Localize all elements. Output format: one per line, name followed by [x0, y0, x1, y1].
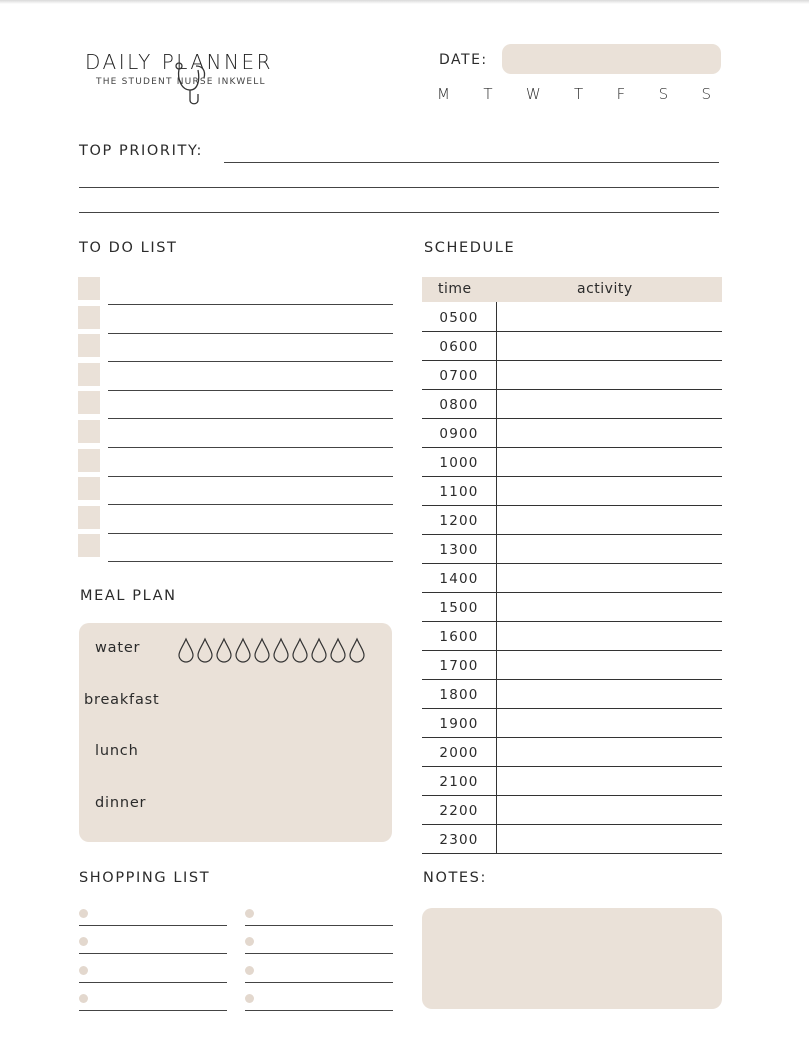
schedule-time: 0500 [439, 310, 479, 326]
stethoscope-icon [168, 60, 216, 108]
schedule-time: 0700 [439, 368, 479, 384]
schedule-row[interactable] [422, 303, 722, 332]
schedule-row[interactable] [422, 651, 722, 680]
water-drop-icon[interactable] [274, 639, 288, 662]
schedule-time: 0900 [439, 426, 479, 442]
todo-line[interactable] [108, 333, 393, 334]
schedule-time: 1500 [439, 600, 479, 616]
day-thursday[interactable]: T [574, 85, 585, 103]
shopping-line[interactable] [245, 953, 393, 954]
date-field[interactable] [502, 44, 721, 74]
schedule-time: 1300 [439, 542, 479, 558]
shopping-line[interactable] [245, 1010, 393, 1011]
day-tuesday[interactable]: T [483, 85, 494, 103]
schedule-row[interactable] [422, 361, 722, 390]
schedule-header [422, 277, 722, 302]
page-title: DAILY PLANNER [85, 50, 273, 74]
schedule-row[interactable] [422, 796, 722, 825]
schedule-row[interactable] [422, 448, 722, 477]
notes-box[interactable] [422, 908, 722, 1009]
schedule-row[interactable] [422, 332, 722, 361]
schedule-time: 1000 [439, 455, 479, 471]
todo-title: TO DO LIST [79, 240, 178, 256]
schedule-row[interactable] [422, 419, 722, 448]
schedule-time: 1900 [439, 716, 479, 732]
todo-line[interactable] [108, 533, 393, 534]
weekday-selector [427, 85, 722, 105]
todo-line[interactable] [108, 561, 393, 562]
schedule-time: 1800 [439, 687, 479, 703]
shopping-line[interactable] [245, 925, 393, 926]
priority-line-2[interactable] [79, 187, 719, 188]
schedule-row[interactable] [422, 593, 722, 622]
shopping-line[interactable] [79, 1010, 227, 1011]
schedule-time: 2100 [439, 774, 479, 790]
schedule-time: 0800 [439, 397, 479, 413]
bullet-icon [245, 966, 254, 975]
todo-checkbox[interactable] [78, 534, 100, 557]
water-drop-icon[interactable] [312, 639, 326, 662]
schedule-row[interactable] [422, 564, 722, 593]
water-drops [178, 637, 368, 663]
schedule-title: SCHEDULE [424, 240, 516, 256]
schedule-time: 2300 [439, 832, 479, 848]
schedule-row[interactable] [422, 709, 722, 738]
todo-checkbox[interactable] [78, 420, 100, 443]
schedule-col-time: time [438, 281, 472, 297]
schedule-col-activity: activity [577, 281, 633, 297]
bullet-icon [79, 994, 88, 1003]
schedule-row[interactable] [422, 390, 722, 419]
schedule-row[interactable] [422, 738, 722, 767]
schedule-time: 1100 [439, 484, 479, 500]
schedule-time: 2000 [439, 745, 479, 761]
schedule-row[interactable] [422, 622, 722, 651]
todo-line[interactable] [108, 304, 393, 305]
meal-plan-title: MEAL PLAN [80, 588, 177, 604]
todo-line[interactable] [108, 476, 393, 477]
breakfast-label: breakfast [84, 692, 160, 708]
shopping-line[interactable] [79, 925, 227, 926]
date-label: DATE: [439, 52, 488, 68]
water-drop-icon[interactable] [217, 639, 231, 662]
schedule-row[interactable] [422, 535, 722, 564]
day-friday[interactable]: F [616, 85, 627, 103]
todo-line[interactable] [108, 504, 393, 505]
bullet-icon [245, 937, 254, 946]
todo-checkbox[interactable] [78, 506, 100, 529]
todo-checkbox[interactable] [78, 334, 100, 357]
shopping-list-title: SHOPPING LIST [79, 870, 211, 886]
dinner-label: dinner [95, 795, 147, 811]
day-sunday[interactable]: S [701, 85, 712, 103]
bullet-icon [79, 909, 88, 918]
schedule-row[interactable] [422, 825, 722, 854]
water-drop-icon[interactable] [331, 639, 345, 662]
bullet-icon [245, 909, 254, 918]
water-drop-icon[interactable] [350, 639, 364, 662]
todo-line[interactable] [108, 418, 393, 419]
bullet-icon [79, 937, 88, 946]
bullet-icon [79, 966, 88, 975]
water-label: water [95, 640, 141, 656]
water-drop-icon[interactable] [255, 639, 269, 662]
schedule-row[interactable] [422, 506, 722, 535]
bullet-icon [245, 994, 254, 1003]
water-drop-icon[interactable] [179, 639, 193, 662]
shopping-line[interactable] [245, 982, 393, 983]
shopping-line[interactable] [79, 953, 227, 954]
schedule-row-line [422, 853, 722, 854]
todo-checkbox[interactable] [78, 277, 100, 300]
water-drop-icon[interactable] [293, 639, 307, 662]
brand-subtitle: THE STUDENT NURSE INKWELL [96, 77, 266, 87]
day-monday[interactable]: M [437, 85, 451, 103]
schedule-time: 1600 [439, 629, 479, 645]
schedule-time: 1200 [439, 513, 479, 529]
schedule-row[interactable] [422, 767, 722, 796]
todo-line[interactable] [108, 447, 393, 448]
todo-checkbox[interactable] [78, 363, 100, 386]
priority-line-3[interactable] [79, 212, 719, 213]
water-drop-icon[interactable] [236, 639, 250, 662]
day-wednesday[interactable]: W [525, 85, 542, 103]
priority-line-1[interactable] [224, 162, 719, 163]
schedule-time: 2200 [439, 803, 479, 819]
schedule-time: 1400 [439, 571, 479, 587]
lunch-label: lunch [95, 743, 139, 759]
water-drop-icon[interactable] [198, 639, 212, 662]
day-saturday[interactable]: S [658, 85, 670, 103]
todo-checkbox[interactable] [78, 306, 100, 329]
schedule-time: 1700 [439, 658, 479, 674]
shopping-line[interactable] [79, 982, 227, 983]
schedule-row[interactable] [422, 477, 722, 506]
todo-checkbox[interactable] [78, 449, 100, 472]
schedule-row[interactable] [422, 680, 722, 709]
todo-checkbox[interactable] [78, 477, 100, 500]
todo-checkbox[interactable] [78, 391, 100, 414]
schedule-time: 0600 [439, 339, 479, 355]
todo-line[interactable] [108, 361, 393, 362]
todo-line[interactable] [108, 390, 393, 391]
notes-title: NOTES: [423, 870, 487, 886]
top-shadow [0, 0, 809, 4]
top-priority-label: TOP PRIORITY: [79, 143, 203, 159]
